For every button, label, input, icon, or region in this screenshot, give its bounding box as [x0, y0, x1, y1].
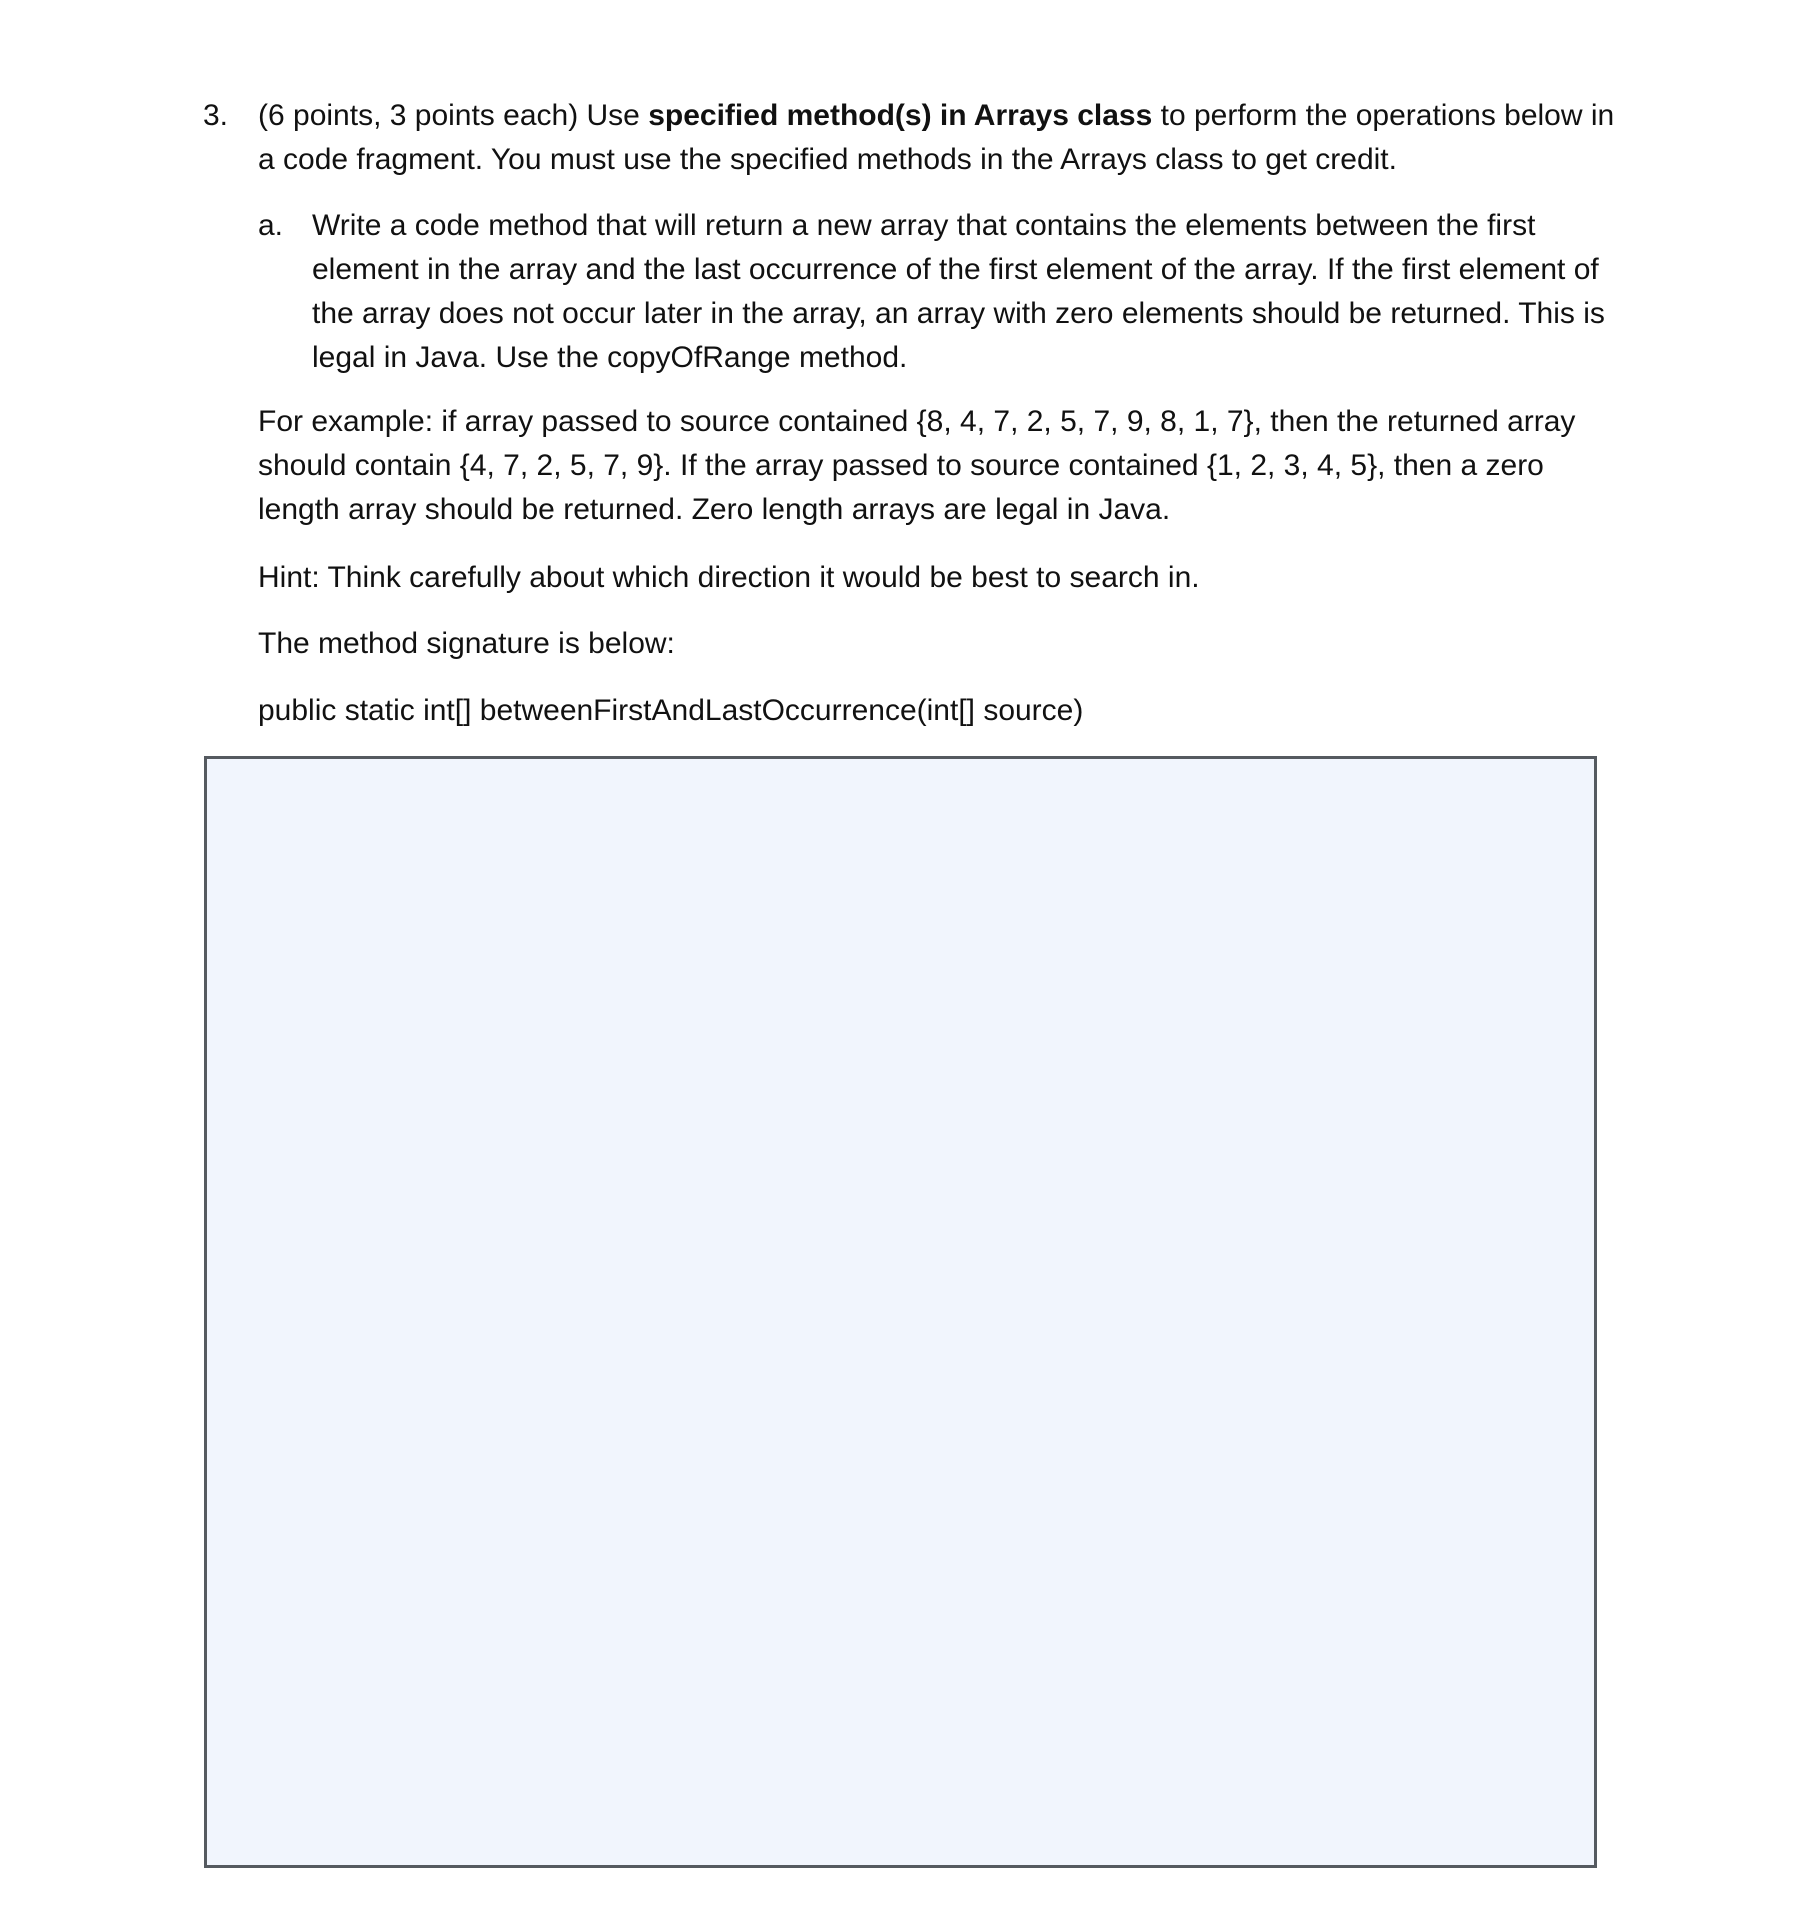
- question-intro-suffix: to perform the operations below in a code fragment. You must use the specified methods in the Arrays class to get credit.: [258, 99, 1615, 176]
- example-paragraph: For example: if array passed to source contained {8, 4, 7, 2, 5, 7, 9, 8, 1, 7}, then the returned array should contain {4, 7, 2, 5, 7, 9}. If the array passed to source contained {1, 2, 3, 4, 5}, then a zero length array should be returned. Zero length arrays are legal in Java.: [258, 405, 1576, 526]
- hint-paragraph: Hint: Think carefully about which direction it would be best to search in.: [258, 561, 1200, 594]
- question-intro: [258, 94, 1618, 182]
- answer-box[interactable]: [204, 756, 1597, 1868]
- part-a-label: a.: [258, 209, 284, 242]
- question-intro-prefix: (6 points, 3 points each) Use: [258, 99, 649, 132]
- signature-intro: The method signature is below:: [258, 627, 675, 660]
- method-signature: public static int[] betweenFirstAndLastOccurrence(int[] source): [258, 694, 1084, 727]
- part-a-text: Write a code method that will return a new array that contains the elements between the first element in the array and the last occurrence of the first element of the array. If the first element of the array does not occur later in the array, an array with zero elements should be returned. This is legal in Java. Use the copyOfRange method.: [312, 209, 1605, 374]
- question-intro-bold: specified method(s) in Arrays class: [648, 99, 1153, 132]
- question-number: 3.: [203, 99, 229, 132]
